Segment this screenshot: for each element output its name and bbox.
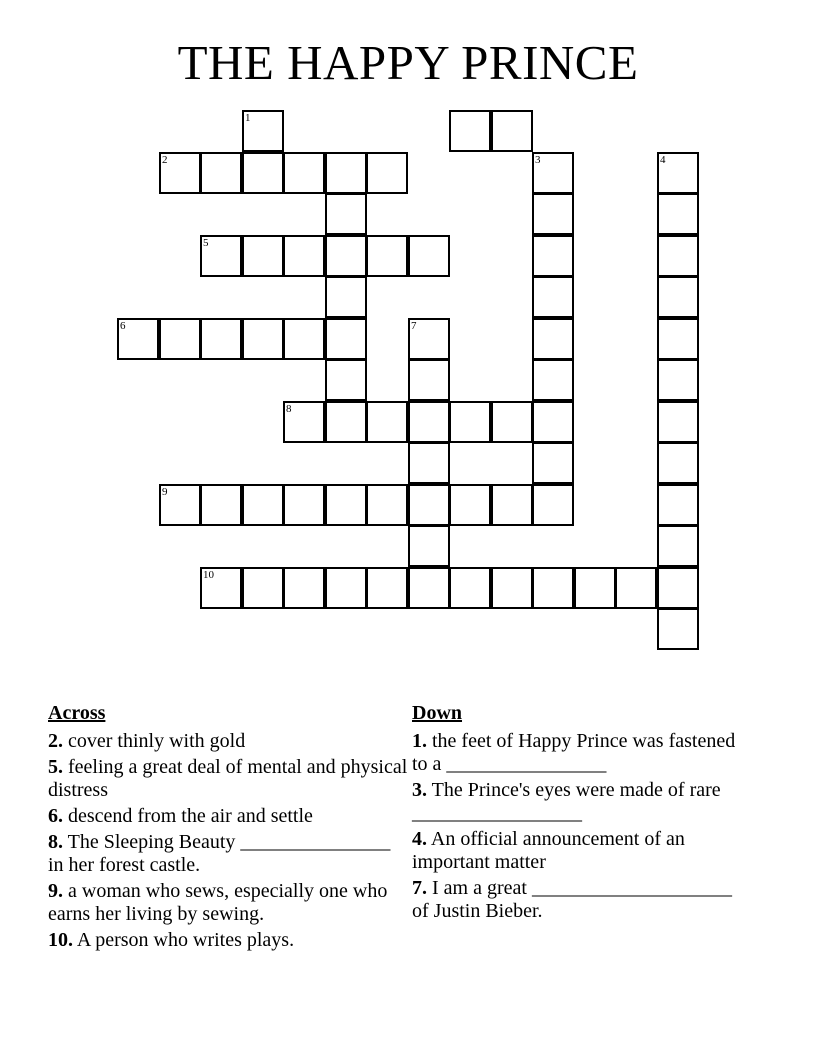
crossword-cell[interactable] bbox=[532, 359, 574, 401]
clue-number: 10. bbox=[48, 929, 73, 951]
clue-text: The Sleeping Beauty _______________ in her forest castle. bbox=[48, 831, 391, 876]
crossword-cell[interactable] bbox=[408, 235, 450, 277]
crossword-cell[interactable] bbox=[408, 442, 450, 484]
crossword-cell[interactable] bbox=[408, 567, 450, 609]
across-clue bbox=[48, 756, 408, 802]
crossword-cell[interactable] bbox=[657, 567, 699, 609]
crossword-cell[interactable] bbox=[532, 442, 574, 484]
clue-number: 4. bbox=[412, 828, 427, 850]
crossword-cell[interactable] bbox=[200, 318, 242, 360]
crossword-cell[interactable] bbox=[532, 193, 574, 235]
crossword-cell[interactable] bbox=[532, 152, 574, 194]
crossword-cell[interactable] bbox=[408, 359, 450, 401]
clue-number: 9. bbox=[48, 880, 63, 902]
across-clue bbox=[48, 730, 408, 753]
crossword-cell[interactable] bbox=[366, 235, 408, 277]
down-clue bbox=[412, 828, 742, 874]
crossword-cell[interactable] bbox=[242, 567, 284, 609]
crossword-cell[interactable] bbox=[366, 567, 408, 609]
clue-text: A person who writes plays. bbox=[73, 929, 295, 951]
crossword-cell[interactable] bbox=[242, 484, 284, 526]
crossword-cell[interactable] bbox=[408, 401, 450, 443]
cell-number: 4 bbox=[660, 154, 666, 166]
crossword-cell[interactable] bbox=[283, 318, 325, 360]
crossword-cell[interactable] bbox=[657, 608, 699, 650]
crossword-cell[interactable] bbox=[325, 318, 367, 360]
crossword-cell[interactable] bbox=[325, 567, 367, 609]
clue-number: 1. bbox=[412, 730, 427, 752]
crossword-cell[interactable] bbox=[366, 401, 408, 443]
crossword-cell[interactable] bbox=[283, 567, 325, 609]
crossword-cell[interactable] bbox=[574, 567, 616, 609]
down-clue bbox=[412, 877, 742, 923]
crossword-cell[interactable] bbox=[325, 401, 367, 443]
crossword-cell[interactable] bbox=[200, 235, 242, 277]
crossword-cell[interactable] bbox=[657, 193, 699, 235]
crossword-cell[interactable] bbox=[657, 152, 699, 194]
crossword-cell[interactable] bbox=[325, 276, 367, 318]
down-heading: Down bbox=[412, 702, 463, 724]
cell-number: 3 bbox=[535, 154, 541, 166]
clue-text: a woman who sews, especially one who earns her living by sewing. bbox=[48, 880, 388, 925]
crossword-cell[interactable] bbox=[242, 110, 284, 152]
crossword-cell[interactable] bbox=[408, 525, 450, 567]
cell-number: 7 bbox=[411, 320, 417, 332]
crossword-cell[interactable] bbox=[532, 484, 574, 526]
crossword-cell[interactable] bbox=[449, 110, 491, 152]
crossword-cell[interactable] bbox=[615, 567, 657, 609]
cell-number: 10 bbox=[203, 569, 214, 581]
crossword-cell[interactable] bbox=[159, 152, 201, 194]
cell-number: 5 bbox=[203, 237, 209, 249]
crossword-cell[interactable] bbox=[449, 401, 491, 443]
crossword-cell[interactable] bbox=[657, 484, 699, 526]
crossword-cell[interactable] bbox=[491, 401, 533, 443]
crossword-cell[interactable] bbox=[532, 276, 574, 318]
crossword-cell[interactable] bbox=[657, 401, 699, 443]
crossword-cell[interactable] bbox=[449, 484, 491, 526]
cell-number: 9 bbox=[162, 486, 168, 498]
crossword-cell[interactable] bbox=[200, 152, 242, 194]
crossword-cell[interactable] bbox=[657, 525, 699, 567]
crossword-cell[interactable] bbox=[325, 484, 367, 526]
crossword-cell[interactable] bbox=[366, 152, 408, 194]
crossword-cell[interactable] bbox=[325, 193, 367, 235]
crossword-cell[interactable] bbox=[117, 318, 159, 360]
crossword-cell[interactable] bbox=[242, 152, 284, 194]
crossword-cell[interactable] bbox=[159, 318, 201, 360]
clue-text: the feet of Happy Prince was fastened to a ________________ bbox=[412, 730, 736, 775]
crossword-cell[interactable] bbox=[408, 318, 450, 360]
crossword-cell[interactable] bbox=[532, 567, 574, 609]
crossword-cell[interactable] bbox=[366, 484, 408, 526]
crossword-cell[interactable] bbox=[491, 484, 533, 526]
down-clue bbox=[412, 779, 742, 825]
crossword-cell[interactable] bbox=[532, 235, 574, 277]
clue-text: feeling a great deal of mental and physical distress bbox=[48, 756, 408, 801]
crossword-cell[interactable] bbox=[491, 110, 533, 152]
crossword-cell[interactable] bbox=[200, 484, 242, 526]
down-clue bbox=[412, 730, 742, 776]
crossword-cell[interactable] bbox=[449, 567, 491, 609]
crossword-cell[interactable] bbox=[242, 235, 284, 277]
crossword-cell[interactable] bbox=[325, 152, 367, 194]
crossword-cell[interactable] bbox=[657, 359, 699, 401]
clue-text: I am a great ____________________ of Justin Bieber. bbox=[412, 877, 732, 922]
crossword-cell[interactable] bbox=[200, 567, 242, 609]
across-clue bbox=[48, 831, 408, 877]
crossword-cell[interactable] bbox=[657, 442, 699, 484]
clue-text: cover thinly with gold bbox=[63, 730, 246, 752]
clue-text: An official announcement of an important matter bbox=[412, 828, 685, 873]
cell-number: 2 bbox=[162, 154, 168, 166]
clue-number: 3. bbox=[412, 779, 427, 801]
across-clue bbox=[48, 929, 408, 952]
crossword-cell[interactable] bbox=[325, 235, 367, 277]
crossword-cell[interactable] bbox=[657, 276, 699, 318]
crossword-cell[interactable] bbox=[325, 359, 367, 401]
crossword-cell[interactable] bbox=[532, 318, 574, 360]
clue-text: descend from the air and settle bbox=[63, 805, 313, 827]
cell-number: 8 bbox=[286, 403, 292, 415]
crossword-cell[interactable] bbox=[283, 235, 325, 277]
cell-number: 6 bbox=[120, 320, 126, 332]
clue-number: 6. bbox=[48, 805, 63, 827]
cell-number: 1 bbox=[245, 112, 251, 124]
crossword-cell[interactable] bbox=[242, 318, 284, 360]
crossword-cell[interactable] bbox=[532, 401, 574, 443]
crossword-cell[interactable] bbox=[159, 484, 201, 526]
crossword-cell[interactable] bbox=[657, 318, 699, 360]
across-clues bbox=[48, 702, 408, 955]
crossword-cell[interactable] bbox=[283, 152, 325, 194]
clue-number: 2. bbox=[48, 730, 63, 752]
clue-number: 7. bbox=[412, 877, 427, 899]
crossword-cell[interactable] bbox=[283, 401, 325, 443]
clue-number: 8. bbox=[48, 831, 63, 853]
down-clues bbox=[412, 702, 742, 926]
crossword-cell[interactable] bbox=[283, 484, 325, 526]
crossword-cell[interactable] bbox=[491, 567, 533, 609]
across-clue bbox=[48, 805, 408, 828]
crossword-cell[interactable] bbox=[657, 235, 699, 277]
clue-text: The Prince's eyes were made of rare _________________ bbox=[412, 779, 721, 824]
across-heading: Across bbox=[48, 702, 106, 724]
page-title: THE HAPPY PRINCE bbox=[177, 35, 639, 90]
crossword-cell[interactable] bbox=[408, 484, 450, 526]
clue-number: 5. bbox=[48, 756, 63, 778]
across-clue bbox=[48, 880, 408, 926]
